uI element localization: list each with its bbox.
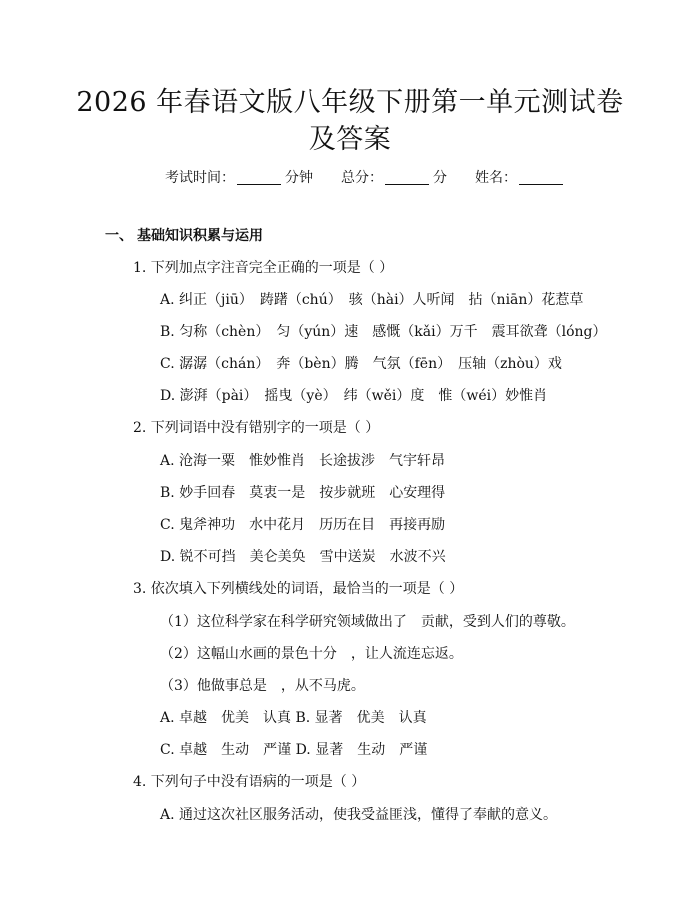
q3-options-ab[interactable]: A. 卓越 优美 认真 B. 显著 优美 认真 — [160, 710, 427, 726]
section-number: 一、 — [105, 228, 133, 244]
time-label: 考试时间： — [165, 170, 235, 186]
score-unit: 分 — [433, 170, 447, 186]
name-label: 姓名： — [475, 170, 517, 186]
q1-option-b[interactable]: B. 匀称（chèn） 匀（yún）速 感慨（kǎi）万千 震耳欲聋（lóng） — [160, 324, 607, 340]
q1-option-a[interactable]: A. 纠正（jiū） 踌躇（chú） 骇（hài）人听闻 拈（niān）花惹草 — [160, 292, 584, 308]
q2-option-b[interactable]: B. 妙手回春 莫衷一是 按步就班 心安理得 — [160, 485, 446, 501]
section-heading — [105, 226, 263, 246]
exam-meta — [165, 167, 585, 187]
document-title-line-2: 及答案 — [308, 124, 392, 155]
q3-sub-1: （1）这位科学家在科学研究领域做出了 贡献，受到人们的尊敬。 — [160, 614, 575, 630]
score-label: 总分： — [341, 170, 383, 186]
time-blank[interactable] — [237, 170, 281, 185]
name-blank[interactable] — [519, 170, 563, 185]
q1-option-c[interactable]: C. 潺潺（chán） 奔（bèn）腾 气氛（fēn） 压轴（zhòu）戏 — [160, 356, 562, 372]
question-2: 2. 下列词语中没有错别字的一项是（ ） — [133, 420, 380, 436]
score-blank[interactable] — [385, 170, 429, 185]
q4-option-a[interactable]: A. 通过这次社区服务活动，使我受益匪浅，懂得了奉献的意义。 — [160, 807, 558, 823]
question-3: 3. 依次填入下列横线处的词语，最恰当的一项是（ ） — [133, 581, 464, 597]
section-title: 基础知识积累与运用 — [137, 228, 263, 244]
q3-sub-3: （3）他做事总是 ，从不马虎。 — [160, 678, 365, 694]
q3-options-cd[interactable]: C. 卓越 生动 严谨 D. 显著 生动 严谨 — [160, 742, 428, 758]
q2-option-c[interactable]: C. 鬼斧神功 水中花月 历历在目 再接再励 — [160, 517, 446, 533]
q3-sub-2: （2）这幅山水画的景色十分 ，让人流连忘返。 — [160, 646, 463, 662]
q1-option-d[interactable]: D. 澎湃（pài） 摇曳（yè） 纬（wěi）度 惟（wéi）妙惟肖 — [160, 388, 548, 404]
q2-option-d[interactable]: D. 锐不可挡 美仑美奂 雪中送炭 水波不兴 — [160, 549, 446, 565]
q2-option-a[interactable]: A. 沧海一粟 惟妙惟肖 长途拔涉 气宇轩昂 — [160, 453, 446, 469]
document-title-line-1: 2026 年春语文版八年级下册第一单元测试卷 — [76, 87, 624, 118]
question-1: 1. 下列加点字注音完全正确的一项是（ ） — [133, 260, 394, 276]
time-unit: 分钟 — [285, 170, 313, 186]
question-4: 4. 下列句子中没有语病的一项是（ ） — [133, 774, 366, 790]
